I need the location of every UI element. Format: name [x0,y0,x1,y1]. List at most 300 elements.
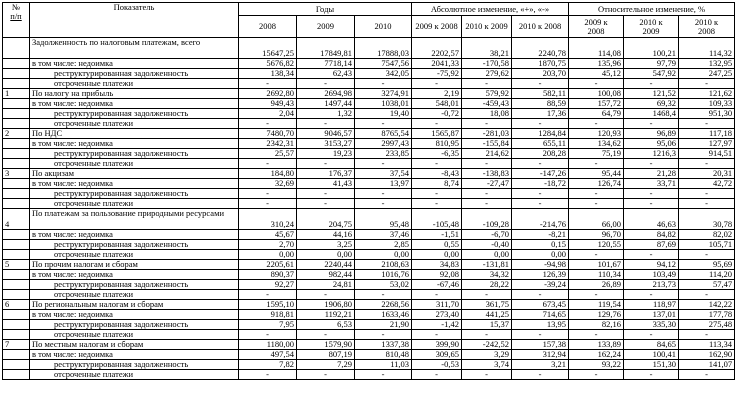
value-cell: 64,79 [569,109,624,119]
row-label: реструктурированная задолженность [30,320,239,330]
value-cell: 2268,56 [355,300,412,310]
value-cell: - [412,330,462,340]
value-cell: 1016,76 [355,270,412,280]
row-number: 4 [3,209,30,230]
value-cell: 214,62 [462,149,512,159]
row-number [3,99,30,109]
value-cell: 84,82 [624,230,679,240]
row-label: реструктурированная задолженность [30,240,239,250]
row-number: 1 [3,89,30,99]
row-number [3,149,30,159]
value-cell: 810,95 [412,139,462,149]
value-cell: 82,16 [569,320,624,330]
value-cell: 138,34 [239,69,297,79]
value-cell: 3,29 [462,350,512,360]
table-row [3,179,735,189]
value-cell: -155,84 [462,139,512,149]
value-cell: 24,81 [297,280,355,290]
value-cell: - [462,330,512,340]
value-cell: 114,32 [679,38,735,59]
document-page [2,2,734,380]
value-cell: -459,43 [462,99,512,109]
value-cell: 204,75 [297,209,355,230]
value-cell: - [512,370,569,380]
value-cell: 8765,54 [355,129,412,139]
value-cell: 1906,80 [297,300,355,310]
value-cell: 95,44 [569,169,624,179]
row-number [3,119,30,129]
row-number [3,38,30,59]
value-cell: 949,43 [239,99,297,109]
value-cell: 135,96 [569,59,624,69]
value-cell: 151,30 [624,360,679,370]
value-cell: - [512,119,569,129]
value-cell: 982,44 [297,270,355,280]
value-cell: 233,85 [355,149,412,159]
row-label: реструктурированная задолженность [30,280,239,290]
value-cell: - [569,79,624,89]
value-cell: 100,21 [624,38,679,59]
value-cell: 2,70 [239,240,297,250]
table-row [3,139,735,149]
table-row [3,350,735,360]
row-label: отсроченные платежи [30,79,239,89]
value-cell: - [512,189,569,199]
value-cell: 66,00 [569,209,624,230]
row-label: в том числе: недоимка [30,310,239,320]
value-cell: 311,70 [412,300,462,310]
value-cell: 157,72 [569,99,624,109]
value-cell: 15647,25 [239,38,297,59]
row-number [3,139,30,149]
row-label: реструктурированная задолженность [30,189,239,199]
value-cell: -1,42 [412,320,462,330]
value-cell: 20,31 [679,169,735,179]
row-number [3,59,30,69]
row-label: отсроченные платежи [30,370,239,380]
value-cell: 7718,14 [297,59,355,69]
value-cell: - [355,119,412,129]
value-cell: 655,11 [512,139,569,149]
value-cell: - [239,79,297,89]
table-body [3,38,735,380]
value-cell: 0,00 [462,250,512,260]
value-cell: - [624,250,679,260]
table-row [3,240,735,250]
value-cell: 7480,70 [239,129,297,139]
value-cell: 176,37 [297,169,355,179]
value-cell: 45,67 [239,230,297,240]
value-cell: 3,25 [297,240,355,250]
row-number [3,330,30,340]
value-cell: 0,15 [512,240,569,250]
row-label: По акцизам [30,169,239,179]
value-cell: 141,07 [679,360,735,370]
value-cell: - [412,119,462,129]
value-cell: 127,97 [679,139,735,149]
header-rel-line: 2009 [642,25,660,36]
value-cell: - [569,159,624,169]
header-years-group: Годы [239,3,412,16]
value-cell: 25,57 [239,149,297,159]
value-cell: 3,21 [512,360,569,370]
value-cell: 8,74 [412,179,462,189]
value-cell: -27,47 [462,179,512,189]
value-cell: - [297,159,355,169]
value-cell: 2,85 [355,240,412,250]
value-cell: 34,32 [462,270,512,280]
value-cell: 84,65 [624,340,679,350]
value-cell: 2342,31 [239,139,297,149]
value-cell: 548,01 [412,99,462,109]
value-cell: - [297,370,355,380]
table-row [3,189,735,199]
value-cell: 582,11 [512,89,569,99]
value-cell: 9046,57 [297,129,355,139]
row-number [3,360,30,370]
row-number [3,230,30,240]
value-cell: 62,43 [297,69,355,79]
value-cell: 95,69 [679,260,735,270]
value-cell: 2,04 [239,109,297,119]
value-cell: 21,90 [355,320,412,330]
row-number [3,350,30,360]
header-rel-2009-vs-2008 [569,16,624,38]
value-cell: 28,22 [462,280,512,290]
value-cell: 119,54 [569,300,624,310]
header-abs-2010-vs-2008: 2010 к 2008 [512,16,569,38]
value-cell: 1,32 [297,109,355,119]
value-cell: 134,62 [569,139,624,149]
value-cell: 2997,43 [355,139,412,149]
value-cell: - [239,330,297,340]
row-number [3,270,30,280]
value-cell: - [624,330,679,340]
value-cell: -39,24 [512,280,569,290]
value-cell: - [679,330,735,340]
value-cell: -147,26 [512,169,569,179]
value-cell: - [624,189,679,199]
value-cell: - [679,79,735,89]
row-number [3,310,30,320]
value-cell: - [355,330,412,340]
value-cell: 37,46 [355,230,412,240]
value-cell: -94,98 [512,260,569,270]
value-cell: 13,97 [355,179,412,189]
value-cell: 275,48 [679,320,735,330]
value-cell: 44,16 [297,230,355,240]
value-cell: -0,72 [412,109,462,119]
value-cell: 2694,98 [297,89,355,99]
value-cell: 21,28 [624,169,679,179]
value-cell: 673,45 [512,300,569,310]
value-cell: 0,00 [297,250,355,260]
value-cell: 2202,57 [412,38,462,59]
value-cell: - [679,199,735,209]
value-cell: 5676,82 [239,59,297,69]
table-row [3,260,735,270]
value-cell: - [569,119,624,129]
row-label: По платежам за пользование природными ресурсами [30,209,239,230]
value-cell: 2,19 [412,89,462,99]
row-number: 7 [3,340,30,350]
value-cell: 1870,75 [512,59,569,69]
value-cell: 120,93 [569,129,624,139]
header-absolute-change-group: Абсолютное изменение, «+», «-» [412,3,569,16]
table-row [3,250,735,260]
value-cell: 88,59 [512,99,569,109]
value-cell: - [569,250,624,260]
row-label: отсроченные платежи [30,250,239,260]
row-label: По налогу на прибыль [30,89,239,99]
value-cell: 100,08 [569,89,624,99]
row-number [3,320,30,330]
table-row [3,340,735,350]
value-cell: - [297,119,355,129]
row-label: отсроченные платежи [30,330,239,340]
value-cell: -281,03 [462,129,512,139]
value-cell: - [297,199,355,209]
value-cell: 310,24 [239,209,297,230]
value-cell: - [462,159,512,169]
row-number: 2 [3,129,30,139]
value-cell: - [297,290,355,300]
value-cell: 93,22 [569,360,624,370]
value-cell: 162,90 [679,350,735,360]
value-cell: 7,82 [239,360,297,370]
value-cell: 1284,84 [512,129,569,139]
value-cell: 312,94 [512,350,569,360]
value-cell: 0,00 [412,250,462,260]
value-cell: 57,47 [679,280,735,290]
header-year-2010: 2010 [355,16,412,38]
value-cell: - [297,189,355,199]
value-cell: - [297,330,355,340]
value-cell: 133,89 [569,340,624,350]
header-number-abbrev: п/п [10,10,22,21]
value-cell: 92,27 [239,280,297,290]
value-cell: -109,28 [462,209,512,230]
value-cell: 1216,3 [624,149,679,159]
value-cell: 126,74 [569,179,624,189]
value-cell: - [355,370,412,380]
value-cell: 914,51 [679,149,735,159]
value-cell: - [624,159,679,169]
value-cell: 273,40 [412,310,462,320]
tax-arrears-table [2,2,735,380]
row-label: в том числе: недоимка [30,350,239,360]
value-cell: - [412,159,462,169]
value-cell: 213,73 [624,280,679,290]
value-cell: 579,92 [462,89,512,99]
value-cell: - [679,159,735,169]
row-number [3,69,30,79]
row-label: отсроченные платежи [30,199,239,209]
value-cell: 34,83 [412,260,462,270]
value-cell: 7,95 [239,320,297,330]
table-row [3,280,735,290]
value-cell: 342,05 [355,69,412,79]
table-row [3,89,735,99]
value-cell: 810,48 [355,350,412,360]
row-label: в том числе: недоимка [30,270,239,280]
value-cell: 177,78 [679,310,735,320]
value-cell: 0,00 [239,250,297,260]
row-label: в том числе: недоимка [30,99,239,109]
table-row [3,230,735,240]
value-cell: 203,70 [512,69,569,79]
value-cell: 497,54 [239,350,297,360]
value-cell: 1595,10 [239,300,297,310]
value-cell: 1579,90 [297,340,355,350]
value-cell: - [462,199,512,209]
value-cell: 7547,56 [355,59,412,69]
table-row [3,129,735,139]
value-cell: - [512,159,569,169]
value-cell: - [355,159,412,169]
value-cell: 1565,87 [412,129,462,139]
value-cell: - [462,370,512,380]
value-cell: - [679,119,735,129]
value-cell: 1497,44 [297,99,355,109]
row-number [3,109,30,119]
value-cell: - [624,370,679,380]
value-cell: 15,37 [462,320,512,330]
value-cell: 11,03 [355,360,412,370]
value-cell: 33,71 [624,179,679,189]
value-cell: -1,51 [412,230,462,240]
value-cell: - [412,79,462,89]
value-cell: 6,53 [297,320,355,330]
value-cell: 100,41 [624,350,679,360]
value-cell: 105,71 [679,240,735,250]
table-row [3,69,735,79]
header-abs-2010-vs-2009: 2010 к 2009 [462,16,512,38]
table-row [3,109,735,119]
value-cell: 113,34 [679,340,735,350]
row-label: отсроченные платежи [30,119,239,129]
value-cell: 45,12 [569,69,624,79]
value-cell: 807,19 [297,350,355,360]
row-label: отсроченные платежи [30,159,239,169]
value-cell: 95,06 [624,139,679,149]
row-number [3,79,30,89]
value-cell: 2205,61 [239,260,297,270]
table-row [3,320,735,330]
value-cell: - [624,199,679,209]
value-cell: 1468,4 [624,109,679,119]
header-rel-2010-vs-2008 [679,16,735,38]
header-rel-line: 2009 к [584,16,608,27]
value-cell: -8,43 [412,169,462,179]
value-cell: -67,46 [412,280,462,290]
value-cell: - [412,199,462,209]
header-rel-line: 2008 [698,25,716,36]
table-header [3,3,735,38]
value-cell: -18,72 [512,179,569,189]
value-cell: -170,58 [462,59,512,69]
value-cell: 279,62 [462,69,512,79]
value-cell: 120,55 [569,240,624,250]
value-cell: - [624,79,679,89]
row-number [3,179,30,189]
row-number: 6 [3,300,30,310]
value-cell: - [512,79,569,89]
value-cell: - [679,189,735,199]
value-cell: 1192,21 [297,310,355,320]
value-cell: 82,02 [679,230,735,240]
table-row [3,149,735,159]
table-row [3,209,735,230]
value-cell: 3153,27 [297,139,355,149]
value-cell: 92,08 [412,270,462,280]
table-row [3,59,735,69]
value-cell: 142,22 [679,300,735,310]
value-cell: - [569,189,624,199]
table-row [3,119,735,129]
value-cell: 101,67 [569,260,624,270]
value-cell: -6,35 [412,149,462,159]
value-cell: 0,55 [412,240,462,250]
table-row [3,300,735,310]
value-cell: 714,65 [512,310,569,320]
value-cell: - [412,290,462,300]
value-cell: - [355,290,412,300]
value-cell: 95,48 [355,209,412,230]
row-number [3,280,30,290]
value-cell: 17,36 [512,109,569,119]
row-number [3,189,30,199]
table-row [3,270,735,280]
row-number [3,240,30,250]
value-cell: 247,25 [679,69,735,79]
value-cell: - [569,370,624,380]
value-cell: -242,52 [462,340,512,350]
value-cell: 114,08 [569,38,624,59]
table-row [3,99,735,109]
row-label: в том числе: недоимка [30,230,239,240]
table-row [3,79,735,89]
row-number [3,250,30,260]
value-cell: 75,19 [569,149,624,159]
value-cell: - [239,159,297,169]
row-number [3,159,30,169]
value-cell: -138,83 [462,169,512,179]
value-cell: - [569,290,624,300]
value-cell: - [624,119,679,129]
value-cell: 17849,81 [297,38,355,59]
value-cell: 7,29 [297,360,355,370]
table-row [3,159,735,169]
value-cell: 1633,46 [355,310,412,320]
table-row [3,290,735,300]
value-cell: - [569,199,624,209]
value-cell: - [239,290,297,300]
table-row [3,310,735,320]
value-cell: 335,30 [624,320,679,330]
value-cell: - [512,290,569,300]
value-cell: 42,72 [679,179,735,189]
table-row [3,370,735,380]
value-cell: 96,70 [569,230,624,240]
value-cell: 109,33 [679,99,735,109]
value-cell: 96,89 [624,129,679,139]
value-cell: 918,81 [239,310,297,320]
value-cell: - [462,189,512,199]
value-cell: 97,79 [624,59,679,69]
value-cell: 2108,63 [355,260,412,270]
value-cell: 1337,38 [355,340,412,350]
